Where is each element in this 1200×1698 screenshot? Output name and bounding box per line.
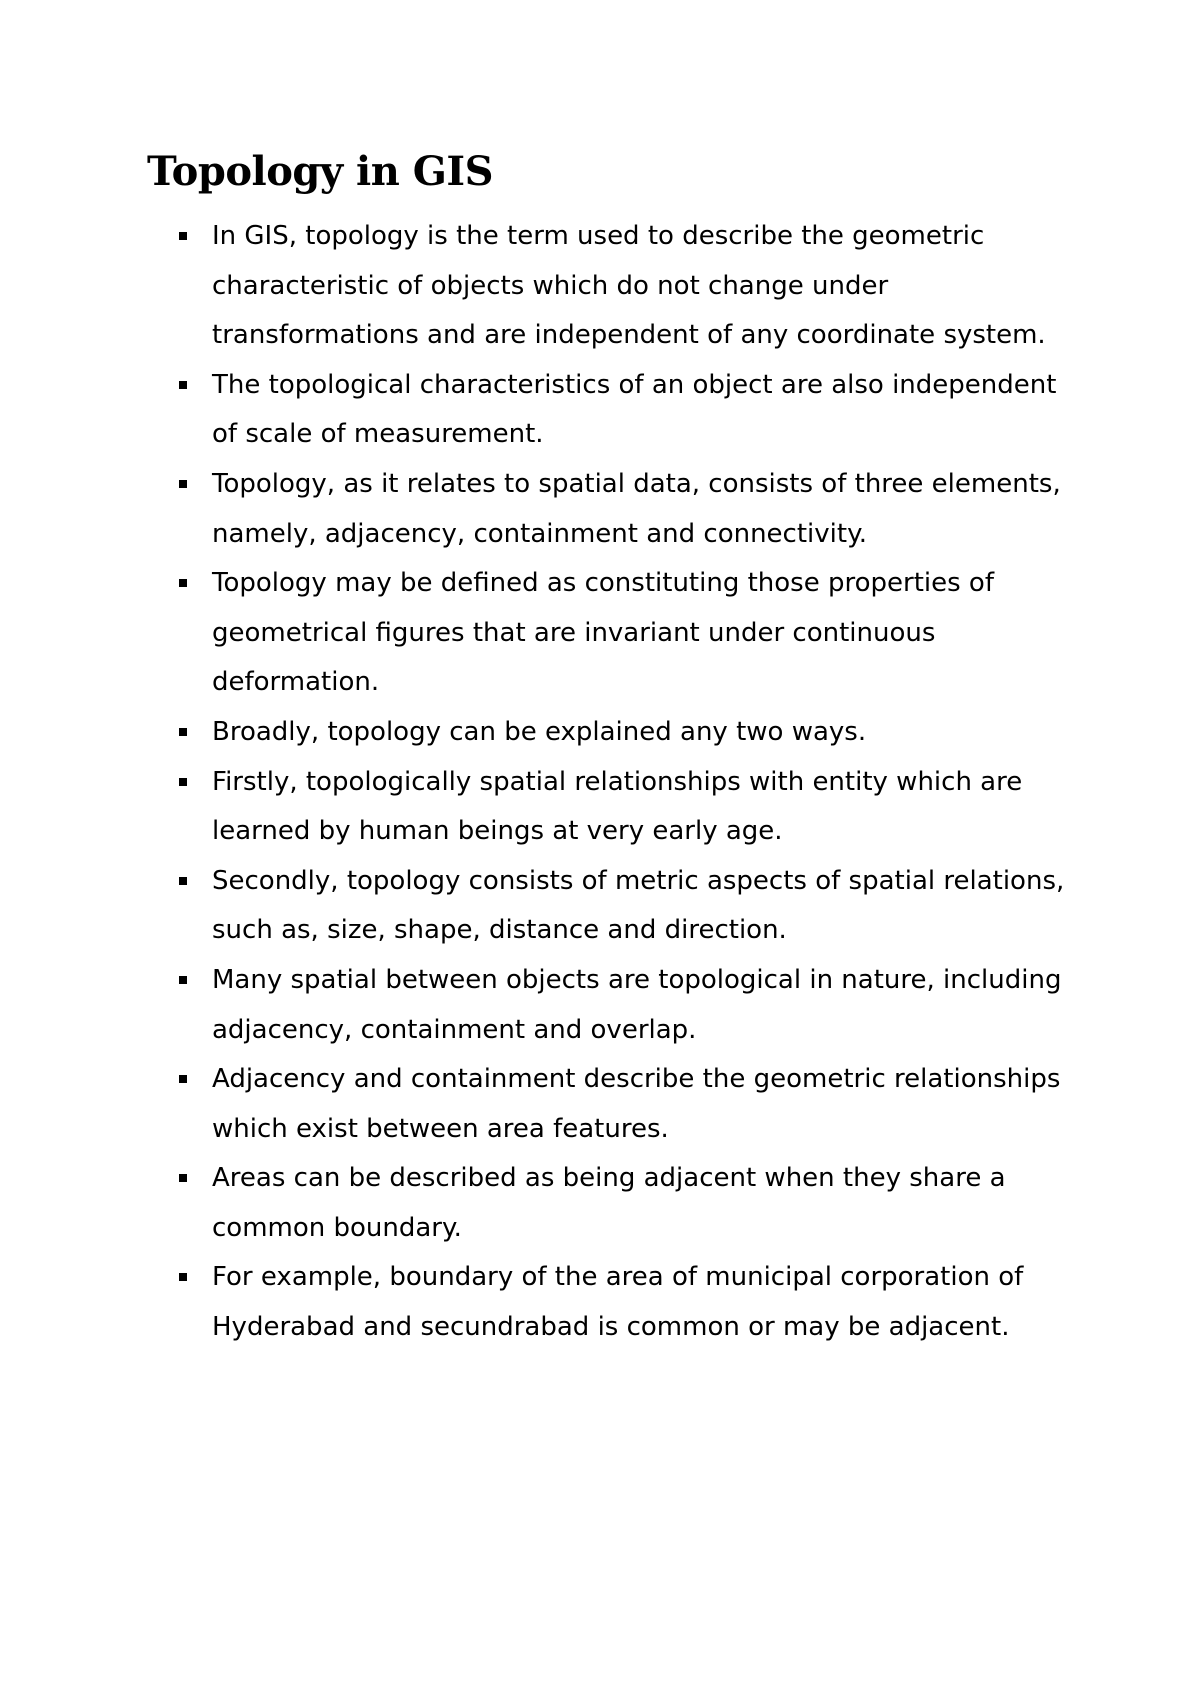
square-bullet-icon — [179, 976, 187, 984]
bullet-item — [147, 1055, 1077, 1154]
bullet-text: Firstly, topologically spatial relationships with entity which are learned by human beings at very early age. — [212, 766, 1023, 847]
bullet-text: Adjacency and containment describe the geometric relationships which exist between area features. — [212, 1064, 1061, 1144]
bullet-text: Many spatial between objects are topological in nature, including adjacency, containment and overlap. — [212, 964, 1062, 1045]
bullet-text: For example, boundary of the area of municipal corporation of Hyderabad and secundrabad is common or may be adjacent. — [212, 1262, 1024, 1343]
bullet-item — [147, 212, 1077, 361]
bullet-text: Topology may be defined as constituting those properties of geometrical figures that are invariant under continuous deformation. — [212, 568, 994, 698]
bullet-item — [147, 1253, 1077, 1352]
document-title: Topology in GIS — [147, 148, 493, 195]
bullet-text: Areas can be described as being adjacent when they share a common boundary. — [212, 1163, 1006, 1243]
square-bullet-icon — [179, 1174, 187, 1182]
bullet-item — [147, 956, 1077, 1055]
bullet-item — [147, 1154, 1077, 1253]
square-bullet-icon — [179, 381, 187, 389]
bullet-text: The topological characteristics of an object are also independent of scale of measurement. — [212, 369, 1057, 450]
bullet-text: Secondly, topology consists of metric aspects of spatial relations, such as, size, shape, distance and direction. — [212, 865, 1065, 946]
bullet-item — [147, 758, 1077, 857]
square-bullet-icon — [179, 1273, 187, 1281]
bullet-list — [147, 212, 1077, 1353]
square-bullet-icon — [179, 1075, 187, 1083]
bullet-item — [147, 460, 1077, 559]
square-bullet-icon — [179, 232, 187, 240]
square-bullet-icon — [179, 728, 187, 736]
bullet-item — [147, 708, 1077, 758]
square-bullet-icon — [179, 778, 187, 786]
bullet-item — [147, 361, 1077, 460]
bullet-text: Broadly, topology can be explained any two ways. — [212, 716, 867, 747]
bullet-text: In GIS, topology is the term used to describe the geometric characteristic of objects which do not change under transformations and are independent of any coordinate system. — [212, 221, 1046, 351]
square-bullet-icon — [179, 877, 187, 885]
bullet-text: Topology, as it relates to spatial data, consists of three elements, namely, adjacency, containment and connectivity. — [212, 468, 1061, 549]
square-bullet-icon — [179, 579, 187, 587]
bullet-item — [147, 857, 1077, 956]
bullet-item — [147, 559, 1077, 708]
square-bullet-icon — [179, 480, 187, 488]
